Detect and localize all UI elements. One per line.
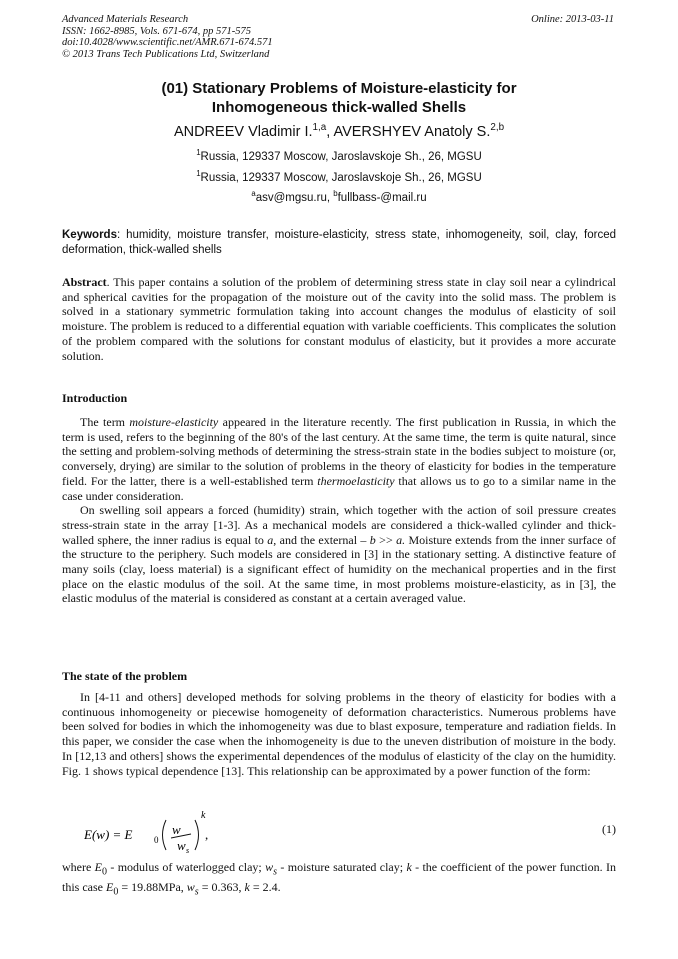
title-line-1: (01) Stationary Problems of Moisture-elasticity for xyxy=(161,80,517,97)
keywords-text: : humidity, moisture transfer, moisture-elasticity, stress state, inhomogeneity, soil, clay, forced deformation, thick-walled shells xyxy=(62,229,616,256)
intro-paragraph-1 xyxy=(62,415,616,503)
sym-sub: 0 xyxy=(113,886,119,898)
text-span: that allows us to go to a similar name in the case under consideration. xyxy=(62,473,617,503)
affiliation-1-mark: 1 xyxy=(196,148,201,158)
abstract-text: . This paper contains a solution of the problem of determining stress state in clay soil near a cylindrical and spherical cavities for the propagation of the moisture out of the cavity into the solid mass. The problem is solved in a stationary symmetric formulation taking into account changes the modulus of elasticity of soil moisture. The problem is reduced to a differential equation with variable coefficients. This complicates the solution of the problem compared with the solutions for constant modulus of elasticity, but it provides a more accurate solution. xyxy=(62,275,616,363)
eq-right-paren xyxy=(195,820,199,850)
eq-left-paren xyxy=(163,820,167,850)
author-2-affil: 2,b xyxy=(490,122,505,134)
abstract-label: Abstract xyxy=(62,275,107,289)
author-separator: , xyxy=(326,124,334,140)
text-span: - the coefficient of the power function. In this case xyxy=(62,860,616,895)
text-span: - moisture saturated clay; xyxy=(277,860,407,874)
copyright-line: © 2013 Trans Tech Publications Ltd, Switzerland xyxy=(62,48,270,60)
text-span: Moisture extends from the inner surface of the structure to the periphery. Such models are considered in [3] in the stationary setting. A distinctive feature of many soils (clay, loess material) is a significant effect of humidity on the mechanical properties and in the first place on the elastic modulus of the soil. At the same time, in most problems moisture-elasticity, as in [3], the elastic modulus of the material is considered as constant at a certain averaged value. xyxy=(62,532,616,606)
author-1-affil: 1,a xyxy=(312,122,327,134)
text-span: >> xyxy=(375,532,397,547)
author-2: AVERSHYEV Anatoly S. xyxy=(333,124,491,140)
equation-explanation xyxy=(62,860,616,900)
author-1: ANDREEV Vladimir I. xyxy=(173,124,313,140)
sym-E: E xyxy=(94,860,103,874)
introduction-body xyxy=(62,415,616,606)
journal-header xyxy=(62,14,462,60)
affiliation-1-text: Russia, 129337 Moscow, Jaroslavskoje Sh., 26, MGSU xyxy=(200,151,482,163)
sym-sub: 0 xyxy=(102,866,108,878)
sym-k: k xyxy=(406,860,412,874)
keywords xyxy=(62,228,616,257)
sym-sub: s xyxy=(273,866,278,878)
explanation-paragraph xyxy=(62,860,616,900)
authors xyxy=(62,123,616,141)
text-span: - modulus of waterlogged clay; xyxy=(107,860,266,874)
sym-E: E xyxy=(106,880,114,895)
eq-exponent: k xyxy=(201,810,206,821)
sym-w: w xyxy=(265,860,274,874)
paper-title xyxy=(62,80,616,117)
var-b: b xyxy=(369,532,376,547)
equation-1-formula xyxy=(84,804,244,854)
text-span: where xyxy=(62,860,95,874)
state-of-problem-body xyxy=(62,690,616,778)
equation-number: (1) xyxy=(602,822,616,836)
text-span: = 0.363, xyxy=(198,880,245,895)
var-a: a xyxy=(267,532,274,547)
email-b-mark: b xyxy=(333,189,338,199)
sym-k: k xyxy=(244,880,250,895)
text-span: = 19.88MPa, xyxy=(118,880,187,895)
sym-sub: s xyxy=(194,886,199,898)
eq-lhs: E(w) = E xyxy=(84,827,133,842)
term-moisture-elasticity: moisture-elasticity xyxy=(129,415,219,429)
affiliation-1 xyxy=(62,150,616,164)
affiliation-2-mark: 1 xyxy=(196,169,201,179)
journal-name: Advanced Materials Research xyxy=(62,14,189,25)
text-span: = 2.4. xyxy=(249,880,281,895)
text-span: On swelling soil appears a forced (humidity) strain, which together with the action of soil pressure creates stress-strain state in the array [1-3]. As a mechanical models are considered a thick-walled cylinder and thick-walled sphere, the inner radius is equal to xyxy=(62,503,616,547)
text-span: appeared in the literature recently. The first publication in Russia, in which the term is used, refers to the beginning of the 80's of the last century. At the same time, the term is quite natural, since the setting and problem-solving methods of determining the stress-strain state in the bodies subject to moisture (or, conversely, drying) are similar to the solution of problems in the theory of elasticity for bodies in the temperature field. For the latter, there is a well-established term xyxy=(62,415,616,488)
sym-w: w xyxy=(186,880,195,895)
abstract xyxy=(62,275,616,363)
affiliation-2 xyxy=(62,171,616,185)
text-span: The term xyxy=(80,415,130,429)
eq-den-sub: s xyxy=(186,846,190,854)
state-paragraph-1: In [4-11 and others] developed methods for solving problems in the theory of elasticity for bodies with a continuous inhomogeneity or piecewise homogeneity of deformation characteristics. Numerous problems have been solved for bodies in which the inhomogeneity was due to blast exposure, temperature and radiation fields. In this paper, we consider the case when the inhomogeneity is due to the uneven distribution of moisture in the body. In [12,13 and others] shows the experimental dependences of the modulus of elasticity of the clay on the humidity. Fig. 1 shows typical dependence [13]. This relationship can be approximated by a power function of the form: xyxy=(62,690,616,778)
equation-1 xyxy=(84,804,616,854)
text-span: , and the external – xyxy=(273,532,370,547)
eq-sub-0: 0 xyxy=(154,835,159,845)
var-a: a. xyxy=(396,532,406,547)
author-emails xyxy=(62,191,616,205)
email-a-mark: a xyxy=(251,189,256,199)
email-a[interactable]: asv@mgsu.ru, xyxy=(255,192,334,204)
eq-numerator: w xyxy=(172,822,181,837)
online-date: Online: 2013-03-11 xyxy=(531,14,614,25)
doi-line[interactable]: doi:10.4028/www.scientific.net/AMR.671-674.571 xyxy=(62,37,273,48)
intro-paragraph-2 xyxy=(62,503,616,606)
email-b[interactable]: fullbass-@mail.ru xyxy=(337,192,427,204)
title-line-2: Inhomogeneous thick-walled Shells xyxy=(211,98,467,116)
eq-denominator: w xyxy=(177,838,186,853)
state-of-problem-heading: The state of the problem xyxy=(62,669,188,683)
eq-comma: , xyxy=(205,827,209,842)
term-thermoelasticity: thermoelasticity xyxy=(317,473,395,488)
issn-line: ISSN: 1662-8985, Vols. 671-674, pp 571-575 xyxy=(62,25,251,37)
introduction-heading: Introduction xyxy=(62,391,128,405)
keywords-label: Keywords xyxy=(62,229,117,241)
affiliation-2-text: Russia, 129337 Moscow, Jaroslavskoje Sh., 26, MGSU xyxy=(200,172,482,184)
